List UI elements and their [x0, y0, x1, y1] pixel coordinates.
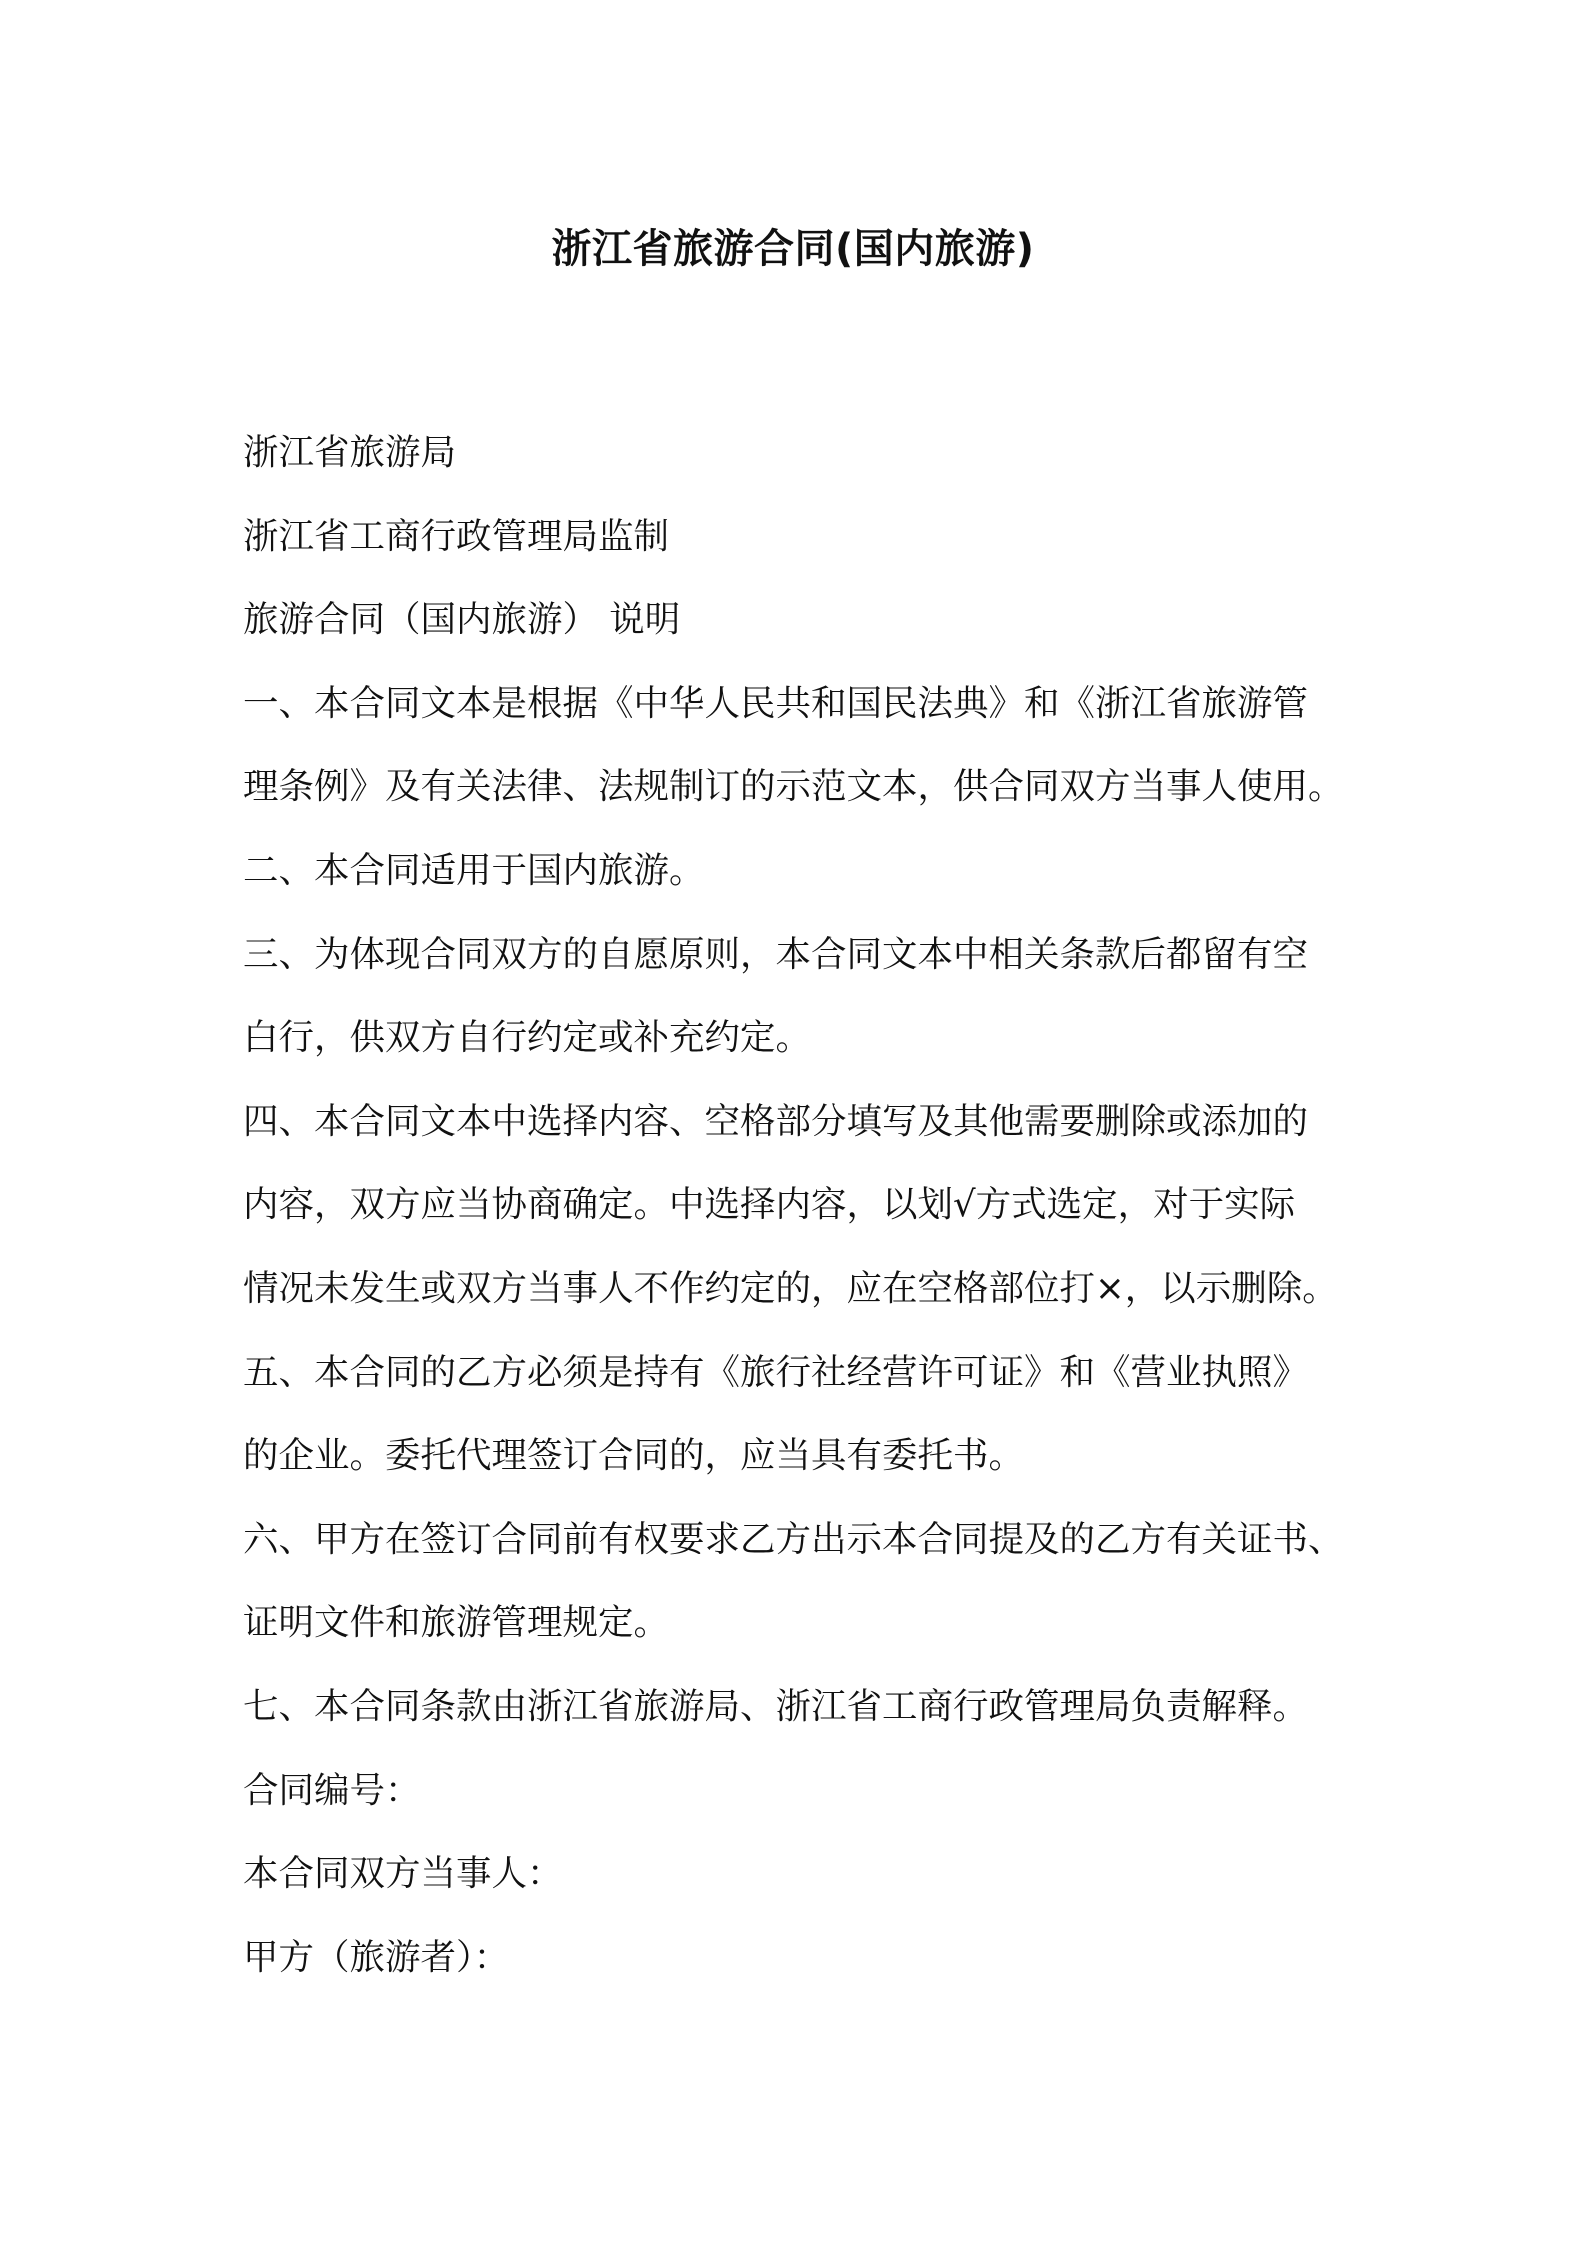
- clause-5-line-2: 的企业。委托代理签订合同的，应当具有委托书。: [243, 1435, 1025, 1477]
- clause-4-line-1: 四、本合同文本中选择内容、空格部分填写及其他需要删除或添加的: [243, 1100, 1309, 1142]
- clause-7: 七、本合同条款由浙江省旅游局、浙江省工商行政管理局负责解释。: [243, 1685, 1309, 1727]
- issuer-line: 浙江省旅游局: [243, 432, 457, 473]
- clause-1-line-2: 理条例》及有关法律、法规制订的示范文本，供合同双方当事人使用。: [243, 766, 1344, 808]
- clause-6-line-2: 证明文件和旅游管理规定。: [243, 1602, 670, 1644]
- document-title: 浙江省旅游合同(国内旅游): [551, 226, 1035, 272]
- document-body: [243, 411, 1363, 1999]
- clause-5-line-1: 五、本合同的乙方必须是持有《旅行社经营许可证》和《营业执照》: [243, 1351, 1309, 1393]
- clause-1-line-1: 一、本合同文本是根据《中华人民共和国民法典》和《浙江省旅游管: [243, 682, 1309, 724]
- explanation-heading: 旅游合同（国内旅游） 说明: [243, 599, 681, 641]
- clause-4-line-3: 情况未发生或双方当事人不作约定的，应在空格部位打×，以示删除。: [243, 1267, 1338, 1309]
- clause-3-line-1: 三、为体现合同双方的自愿原则，本合同文本中相关条款后都留有空: [243, 933, 1309, 975]
- supervisor-line: 浙江省工商行政管理局监制: [243, 515, 670, 557]
- clause-3-line-2: 白行，供双方自行约定或补充约定。: [243, 1017, 812, 1059]
- contract-number-label: 合同编号：: [243, 1769, 421, 1811]
- clause-4-line-2: 内容，双方应当协商确定。中选择内容，以划√方式选定，对于实际: [243, 1184, 1296, 1226]
- clause-6-line-1: 六、甲方在签订合同前有权要求乙方出示本合同提及的乙方有关证书、: [243, 1518, 1344, 1560]
- clause-2: 二、本合同适用于国内旅游。: [243, 849, 705, 891]
- parties-label: 本合同双方当事人：: [243, 1853, 563, 1895]
- party-a-label: 甲方（旅游者）：: [243, 1936, 510, 1978]
